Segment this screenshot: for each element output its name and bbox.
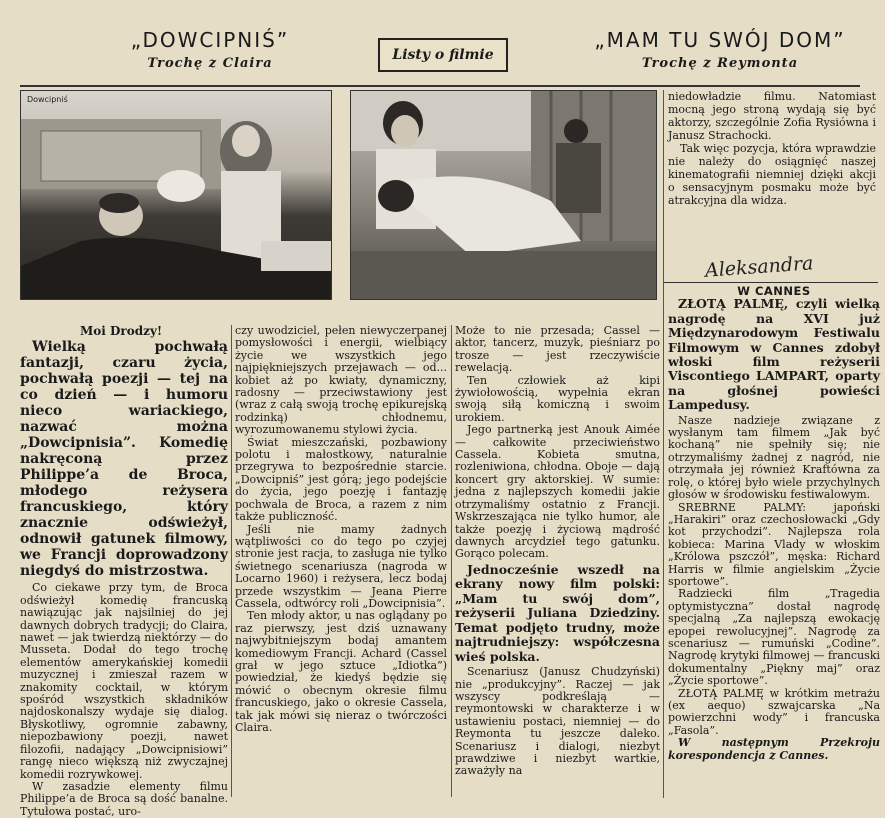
- paragraph: W zasadzie elementy filmu Philippe’a de Broca są dość banalne. Tytułowa postać, uro-: [20, 779, 228, 818]
- cannes-heading: W CANNES: [737, 284, 811, 298]
- section-divider: [664, 282, 878, 283]
- column-rule: [451, 325, 452, 797]
- cannes-lead: ZŁOTĄ PALMĘ, czyli wielką nagrodę na XVI już Międzynarodowym Festiwalu Filmowym w Cannes zdobył włoski film reżyserii Viscontiego LAMPART, oparty na głośnej powieści Lampedusy.: [668, 296, 880, 413]
- paragraph: Co ciekawe przy tym, de Broca odświeżył komedię francuską nawiązując jak najsilniej do jej dawnych dobrych tradycji; do Claira, nawet — jak twierdzą niektórzy — do Musseta. Dodał do tego trochę elementów amerykańskiej komedii muzycznej i zmieszał razem w znakomity cocktail, w którym spośród wszystkich składników najdoskonalszy wydaje się dialog. Błyskotliwy, ogromnie zabawny, niepozbawiony poezji, nawet filozofii, nadający „Dowcipnisiowi” rangę nieco większą niż zwyczajnej komedii rozrywkowej.: [20, 581, 228, 781]
- left-film-title: „DOWCIPNIŚ”: [130, 28, 290, 52]
- still-illustration-2: [351, 91, 656, 299]
- right-film-subtitle: Trochę z Reymonta: [641, 56, 799, 71]
- header-rule: [20, 85, 860, 87]
- section-label: Listy o filmie: [378, 38, 508, 72]
- left-film-title-block: [80, 28, 340, 71]
- article-column-2: [235, 325, 447, 734]
- paragraph: ZŁOTĄ PALMĘ w krótkim metrażu (ex aequo) szwajcarska „Na powierzchni wody” i francuska „Fasola”.: [668, 686, 880, 737]
- paragraph: Może to nie przesada; Cassel — aktor, tancerz, muzyk, pieśniarz po trosze — jest rzeczywiście rewelacją.: [455, 324, 660, 375]
- paragraph: Radziecki film „Tragedia optymistyczna” dostał nagrodę specjalną „Za najlepszą ewokację epopei rewolucyjnej”. Nagrodę za scenariusz — rumuński „Codine”. Nagrodę krytyki filmowej — francuski dokumentalny „Piękny maj” oraz „Życie sportowe”.: [668, 587, 880, 688]
- right-film-title: „MAM TU SWÓJ DOM”: [594, 28, 846, 52]
- paragraph: SREBRNE PALMY: japoński „Harakiri” oraz czechosłowacki „Gdy kot przychodzi”. Najlepsza rola kobieca: Marina Vlady w włoskim „Królowa pszczół”, męska: Richard Harris w filmie angielskim „Życie sportowe”.: [668, 500, 880, 588]
- paragraph: niedowładzie filmu. Natomiast mocną jego stroną wydają się być aktorzy, szczególnie Zofia Rysiówna i Janusz Strachocki.: [668, 90, 876, 142]
- paragraph: czy uwodziciel, pełen niewyczerpanej pomysłowości i energii, wielbiący życie we wszystkich jego najpiękniejszych przejawach — od... kobiet aż po kwiaty, dynamiczny, radosny — przeciwstawiony jest (wraz z całą swoją trochę epikurejską rodzinką) chłodnemu, wyrozumowanemu stylowi życia.: [235, 324, 447, 437]
- left-film-subtitle: Trochę z Claira: [147, 56, 273, 71]
- right-film-title-block: [585, 28, 855, 71]
- greeting: Moi Drodzy!: [80, 324, 163, 338]
- new-film-announcement: Jednocześnie wszedł na ekrany nowy film polski: „Mam tu swój dom”, reżyserii Juliana Dziedziny. Temat podjęto trudny, może najtrudniejszy: współczesna wieś polska.: [455, 561, 660, 664]
- article-column-3: [455, 325, 660, 778]
- paragraph: Świat mieszczański, pozbawiony polotu i małostkowy, naturalnie przegrywa to bezpośrednie starcie. „Dowcipniś” jest górą; jego podejście do życia, jego poezję i fantazję pochwala de Broca, a razem z nim także publiczność.: [235, 435, 447, 524]
- paragraph: Ten młody aktor, u nas oglądany po raz pierwszy, jest dziś uznawany najwybitniejszym bodaj amantem komediowym Francji. Achard (Cassel grał w jego sztuce „Idiotka”) powiedział, że kiedyś będzie się mówić o obecnym okresie filmu francuskiego, jako o okresie Cassela, tak jak mówi się nieraz o twórczości Claira.: [235, 609, 447, 734]
- header: [20, 18, 860, 84]
- column-rule: [663, 90, 664, 798]
- review-continuation: [668, 90, 876, 207]
- cannes-news-box: [668, 285, 880, 762]
- film-still-mam-tu-swoj-dom: [350, 90, 657, 300]
- still-illustration: [21, 91, 331, 299]
- paragraph: Jego partnerką jest Anouk Aimée — całkowite przeciwieństwo Cassela. Kobieta smutna, rozleniwiona, chłodna. Oboje — dają koncert gry aktorskiej. W sumie: jedna z najlepszych komedii jakie otrzymaliśmy ostatnio z Francji. Wskrzeszająca nie tylko humor, ale także poezję i życiową mądrość dawnych arcydzieł tego gatunku. Gorąco polecam.: [455, 423, 660, 561]
- paragraph: Tak więc pozycja, która wprawdzie nie należy do osiągnięć naszej kinematografii niemniej dzięki akcji o sensacyjnym posmaku może być atrakcyjna dla widza.: [668, 142, 876, 207]
- column-rule: [231, 325, 232, 797]
- paragraph: Jeśli nie mamy żadnych wątpliwości co do tego po czyjej stronie jest racja, to zasługa nie tylko świetnego scenariusza (nagroda w Locarno 1960) i reżysera, lecz bodaj przede wszystkim — Jeana Pierre Cassela, odtwórcy roli „Dowcipnisia”.: [235, 522, 447, 610]
- cannes-footer-note: W następnym Przekroju korespondencja z Cannes.: [668, 736, 880, 762]
- article-column-1: [20, 325, 228, 818]
- paragraph: Nasze nadzieje związane z wysłanym tam filmem „Jak być kochaną” nie spełniły się; nie otrzymaliśmy żadnej z nagród, nie otrzymała jej również Kraftówna za rolę, o której było wiele przychylnych głosów w środowisku festiwalowym.: [668, 413, 880, 502]
- paragraph: Ten człowiek aż kipi żywiołowością, wypełnia ekran swoją siłą komiczną i swoim urokiem.: [455, 373, 660, 424]
- paragraph: Scenariusz (Janusz Chudzyński) nie „produkcyjny”. Raczej — jak wszyscy podkreślają — reymontowski w charakterze i w ustawieniu postaci, niemniej — do Reymonta tu jeszcze daleko. Scenariusz i dialogi, niezbyt prawdziwe i niezbyt wartkie, zaważyły na: [455, 665, 660, 778]
- author-signature: Aleksandra: [704, 252, 815, 282]
- article-lead: Wielką pochwałą fantazji, czaru życia, pochwałą poezji — tej na co dzień — i humoru nieco wariackiego, nazwać można „Dowcipnisia”. Komedię nakręconą przez Philippe’a de Broca, młodego reżysera francuskiego, który znacznie odświeżył, odnowił gatunek filmowy, we Francji doprowadzony niegdyś do mistrzostwa.: [20, 339, 228, 580]
- photo-caption: Dowcipniś: [27, 95, 68, 104]
- film-still-dowcipnis: [20, 90, 332, 300]
